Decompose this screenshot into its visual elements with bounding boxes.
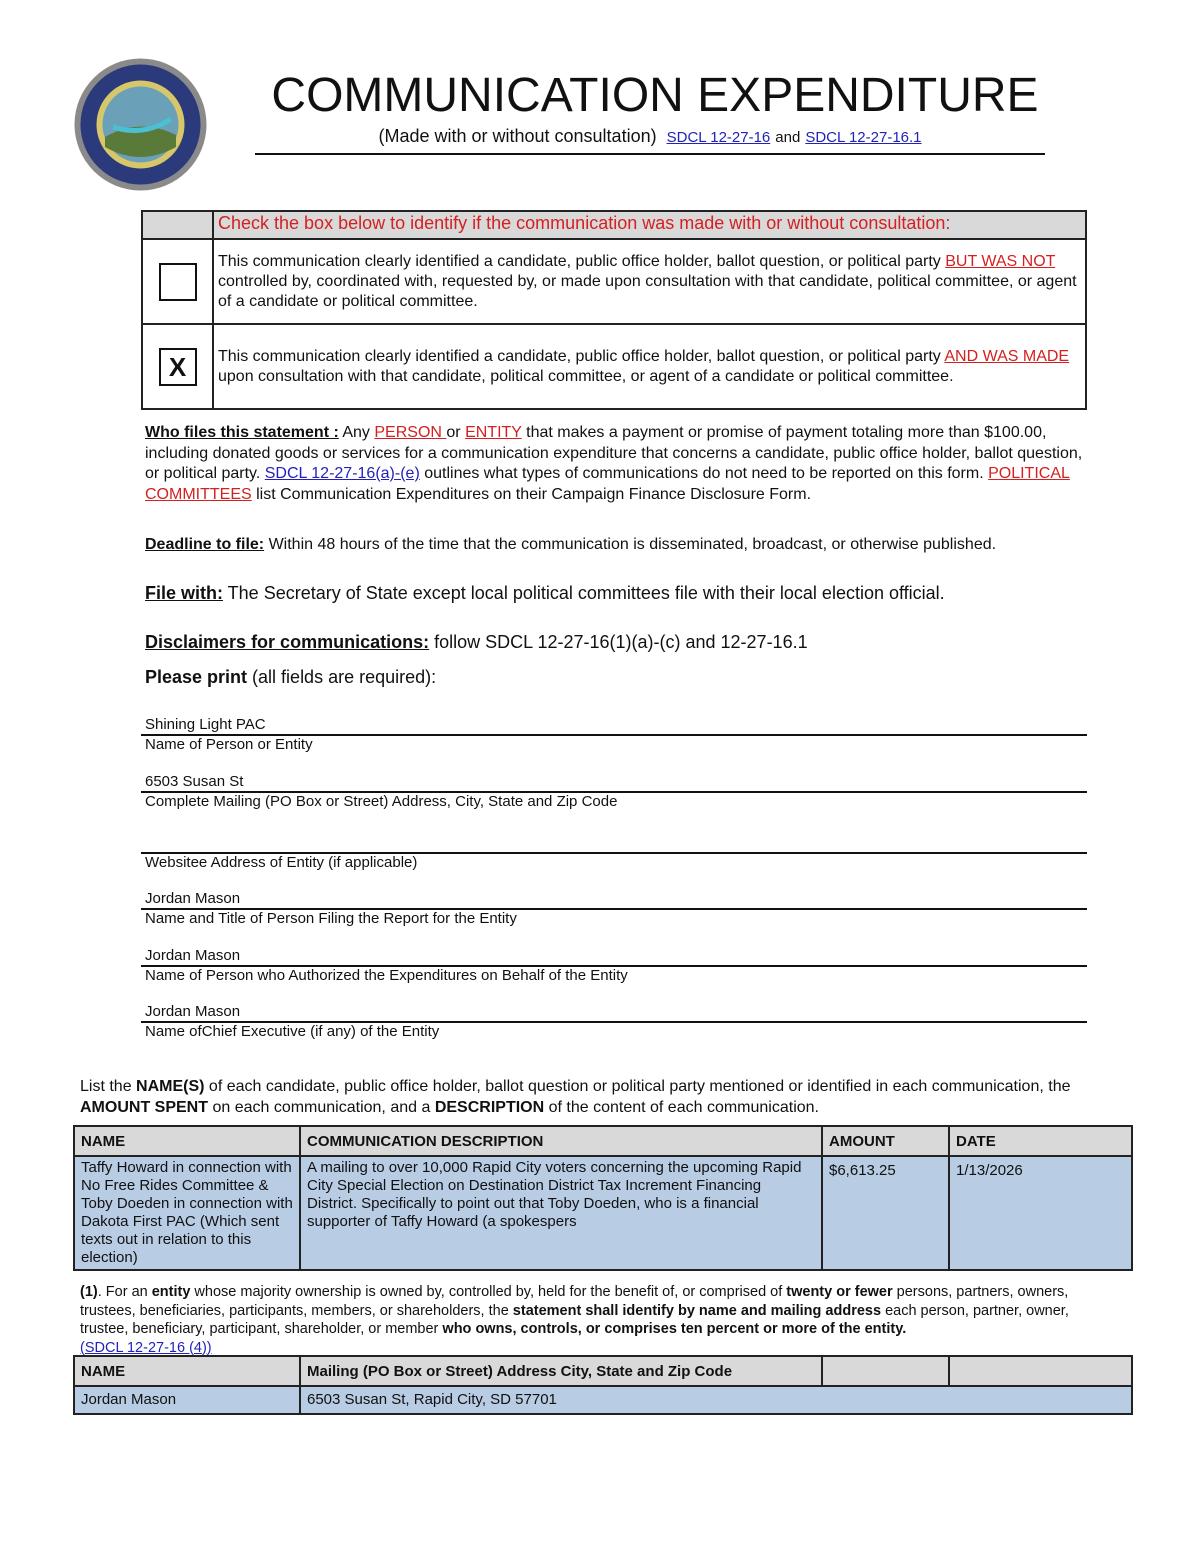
sdcl-12-27-16-1-link[interactable]: SDCL 12-27-16.1 [805, 129, 922, 146]
field-label: Name of Person or Entity [145, 736, 313, 753]
option-text: upon consultation with that candidate, political committee, or agent of a candidate or political committee. [218, 367, 954, 385]
text: list Communication Expenditures on their Campaign Finance Disclosure Form. [251, 485, 812, 503]
please-print-label: Please print [145, 667, 248, 687]
please-print [145, 667, 1085, 688]
text: twenty or fewer [786, 1284, 893, 1300]
sdcl-12-27-16-link[interactable]: SDCL 12-27-16 [666, 129, 771, 146]
expenditure-name-cell[interactable]: Taffy Howard in connection with No Free Rides Committee & Toby Doeden in connection with Dakota First PAC (Which sent texts out in relation to this election) [74, 1156, 300, 1270]
column-header-date: DATE [949, 1126, 1132, 1156]
text: on each communication, and a [208, 1099, 435, 1116]
column-header-address: Mailing (PO Box or Street) Address City, State and Zip Code [300, 1356, 822, 1386]
without-consultation-checkbox[interactable] [159, 263, 197, 301]
text: entity [151, 1284, 191, 1300]
header-blank [142, 211, 213, 239]
field-value[interactable]: Jordan Mason [145, 947, 241, 964]
sdcl-12-27-16-4-link[interactable]: (SDCL 12-27-16 (4)) [80, 1339, 212, 1356]
entity-name-field[interactable] [141, 716, 1087, 754]
text: each person, partner, owner, trustee, beneficiary, participant, shareholder, or member [80, 1302, 1069, 1337]
text: The Secretary of State except local political committees file with their local election official. [223, 583, 945, 603]
title-divider [255, 153, 1045, 155]
column-header-name: NAME [74, 1126, 300, 1156]
form-title: COMMUNICATION EXPENDITURE [271, 69, 1039, 122]
authorizer-name-field[interactable] [141, 947, 1087, 985]
without-consultation-text [213, 239, 1086, 324]
consultation-table [141, 210, 1087, 410]
field-value[interactable]: 6503 Susan St [145, 773, 244, 790]
mailing-address-field[interactable] [141, 773, 1087, 811]
text: List the [80, 1078, 137, 1095]
deadline-label: Deadline to file: [145, 536, 265, 553]
text: NAME(S) [136, 1078, 205, 1095]
consultation-instruction: Check the box below to identify if the communication was made with or without consultation: [213, 211, 1086, 239]
table-row [74, 1386, 1132, 1414]
political-committees-link: POLITICAL COMMITTEES [145, 465, 1070, 503]
field-label: Name and Title of Person Filing the Report for the Entity [145, 910, 517, 927]
form-subtitle [255, 126, 1045, 147]
and-text: and [775, 129, 801, 146]
field-value[interactable]: Shining Light PAC [145, 716, 266, 733]
text: of the content of each communication. [544, 1099, 819, 1116]
expenditure-description-cell[interactable]: A mailing to over 10,000 Rapid City voters concerning the upcoming Rapid City Special Election on Destination District Tax Increment Financing District. Specifically to point out that Toby Doeden, who is a financial supporter of Taffy Howard (a spokespers [300, 1156, 822, 1270]
column-header-description: COMMUNICATION DESCRIPTION [300, 1126, 822, 1156]
text: who owns, controls, or comprises ten percent or more of the entity. [442, 1321, 907, 1337]
field-label: Complete Mailing (PO Box or Street) Address, City, State and Zip Code [145, 793, 618, 810]
text: DESCRIPTION [434, 1099, 545, 1116]
owner-address-cell[interactable]: 6503 Susan St, Rapid City, SD 57701 [300, 1386, 1132, 1414]
column-header-name: NAME [74, 1356, 300, 1386]
file-with-label: File with: [145, 583, 223, 603]
website-field[interactable] [141, 834, 1087, 872]
option-text: controlled by, coordinated with, requested by, or made upon consultation with that candidate, political committee, or agent of a candidate or political committee. [218, 272, 1077, 310]
with-consultation-text [213, 324, 1086, 409]
with-consultation-checkbox[interactable]: X [159, 348, 197, 386]
table-row [74, 1156, 1132, 1270]
chief-executive-field[interactable] [141, 1003, 1087, 1041]
column-header-blank [822, 1356, 949, 1386]
column-header-amount: AMOUNT [822, 1126, 949, 1156]
ownership-table [73, 1355, 1133, 1415]
field-label: Name of Person who Authorized the Expenditures on Behalf of the Entity [145, 967, 628, 984]
table-header-row [74, 1126, 1132, 1156]
person-link: PERSON [374, 424, 447, 441]
text: whose majority ownership is owned by, controlled by, held for the benefit of, or comprised of [190, 1284, 787, 1300]
disclaimers-paragraph [145, 632, 1085, 653]
text: . For an [97, 1284, 152, 1300]
expenditure-date-cell[interactable]: 1/13/2026 [949, 1156, 1132, 1270]
text: (1) [80, 1284, 98, 1300]
who-files-label: Who files this statement : [145, 424, 339, 441]
ownership-instructions [80, 1283, 1120, 1357]
text: outlines what types of communications do not need to be reported on this form. [419, 465, 989, 482]
text: persons, partners, owners, trustees, beneficiaries, participants, members, or shareholders, the [80, 1284, 1069, 1319]
expenditures-table [73, 1125, 1133, 1271]
option-text: This communication clearly identified a candidate, public office holder, ballot question, or political party [218, 252, 946, 270]
option-highlight: AND WAS MADE [944, 347, 1070, 365]
table-header-row [74, 1356, 1132, 1386]
deadline-paragraph [145, 535, 1085, 556]
text: AMOUNT SPENT [80, 1099, 208, 1116]
column-header-blank [949, 1356, 1132, 1386]
field-label: Name ofChief Executive (if any) of the Entity [145, 1023, 440, 1040]
field-value[interactable]: Jordan Mason [145, 1003, 241, 1020]
text: statement shall identify by name and mailing address [512, 1302, 882, 1319]
who-files-paragraph [145, 423, 1085, 505]
file-with-paragraph [145, 583, 945, 604]
text: Any [338, 424, 375, 441]
text: (all fields are required): [247, 667, 437, 687]
state-seal-logo [73, 57, 208, 192]
text: follow SDCL 12-27-16(1)(a)-(c) and 12-27-16.1 [429, 632, 808, 652]
filer-name-field[interactable] [141, 890, 1087, 928]
option-highlight: BUT WAS NOT [945, 252, 1056, 270]
expenditure-amount-cell[interactable]: $6,613.25 [822, 1156, 949, 1270]
field-label: Websitee Address of Entity (if applicable) [145, 854, 418, 871]
field-value[interactable] [141, 834, 1087, 852]
list-instructions [80, 1076, 1080, 1118]
option-text: This communication clearly identified a candidate, public office holder, ballot question, or political party [218, 347, 945, 365]
field-value[interactable]: Jordan Mason [145, 890, 241, 907]
subtitle-text: (Made with or without consultation) [378, 126, 657, 146]
owner-name-cell[interactable]: Jordan Mason [74, 1386, 300, 1414]
text: or [446, 424, 466, 441]
text: of each candidate, public office holder, ballot question or political party mentioned or identified in each communication, the [204, 1078, 1071, 1095]
sdcl-a-e-link[interactable]: SDCL 12-27-16(a)-(e) [264, 465, 420, 482]
disclaimers-label: Disclaimers for communications: [145, 632, 430, 652]
entity-link: ENTITY [465, 424, 522, 441]
text: that makes a payment or promise of payment totaling more than $100.00, including donated goods or services for a communication expenditure that concerns a candidate, public office holder, ballot question, or political party. [145, 424, 1083, 482]
text: Within 48 hours of the time that the communication is disseminated, broadcast, or otherwise published. [264, 536, 997, 553]
